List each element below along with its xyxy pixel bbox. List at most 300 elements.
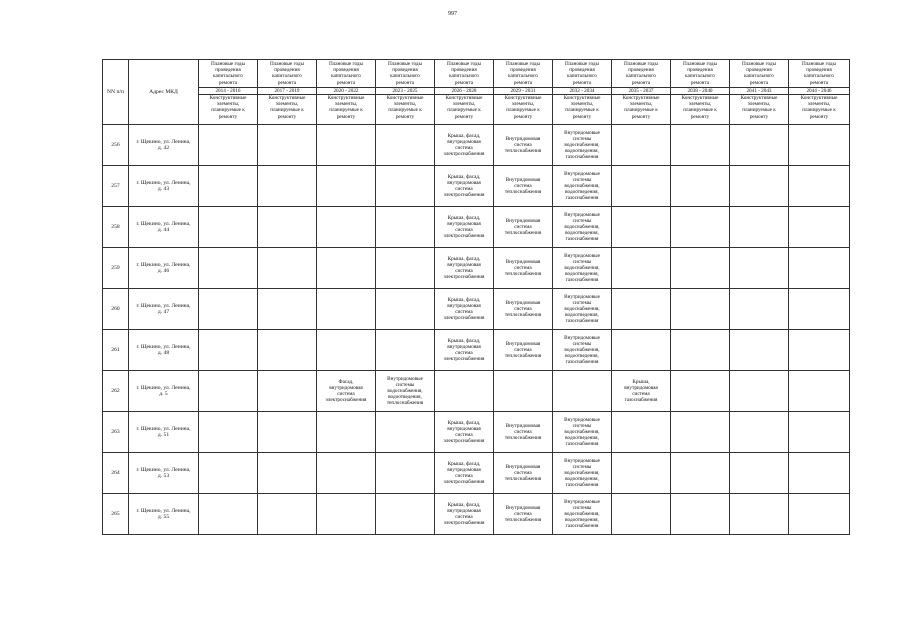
period-header — [258, 60, 317, 95]
elements-header-line: элементы, — [452, 101, 476, 108]
period-cell — [553, 330, 612, 371]
period-cell — [494, 371, 553, 412]
cell-line: водоотведения, — [565, 353, 599, 360]
cell-line: водоснабжения, — [564, 223, 600, 230]
row-address — [129, 207, 199, 248]
address-line: д. 43 — [157, 186, 170, 193]
elements-header — [435, 95, 494, 125]
period-cell — [494, 248, 553, 289]
period-header — [435, 60, 494, 95]
cell-line: газоснабжения — [565, 482, 599, 489]
period-cell — [553, 248, 612, 289]
period-header-line: Плановые годы — [505, 61, 541, 67]
period-cell — [258, 453, 317, 494]
period-years: 2020 - 2022 — [317, 87, 375, 94]
elements-header-line: Конструктивные — [800, 95, 838, 102]
period-cell — [730, 412, 789, 453]
cell-line: система — [455, 432, 473, 439]
cell-line: система — [455, 350, 473, 357]
cell-line: Крыша, фасад, — [447, 419, 481, 426]
cell-line: Крыша, фасад, — [447, 460, 481, 467]
cell-line: водоотведения, — [565, 517, 599, 524]
period-header-line: ремонта — [277, 79, 297, 86]
cell-line: внутридомовая — [447, 220, 481, 227]
address-line: д. 51 — [157, 432, 170, 439]
cell-line: внутридомовая — [624, 384, 658, 391]
elements-header-line: планируемые к — [802, 107, 836, 114]
cell-line: Внутридомовые — [564, 498, 600, 505]
period-cell — [435, 330, 494, 371]
address-line: г. Щекино, ул. Ленина, — [136, 343, 191, 350]
period-years: 2026 - 2028 — [435, 87, 493, 94]
period-cell — [258, 207, 317, 248]
period-cell — [612, 371, 671, 412]
elements-header-line: Конструктивные — [740, 95, 778, 102]
period-header-line: проведения — [510, 67, 536, 74]
elements-header — [730, 95, 789, 125]
period-cell — [258, 330, 317, 371]
period-cell — [553, 371, 612, 412]
cell-line: система — [455, 227, 473, 234]
period-cell — [317, 330, 376, 371]
cell-line: Крыша, фасад, — [447, 501, 481, 508]
elements-header-line: Конструктивные — [681, 95, 719, 102]
period-cell — [789, 289, 850, 330]
period-header-line: Плановые годы — [623, 61, 659, 67]
cell-line: теплоснабжения — [504, 476, 542, 483]
period-cell — [789, 371, 850, 412]
cell-line: Крыша, фасад, — [447, 296, 481, 303]
period-cell — [612, 453, 671, 494]
period-cell — [671, 248, 730, 289]
elements-header-line: планируемые к — [270, 107, 304, 114]
period-header-line: проведения — [687, 67, 713, 74]
row-number: 264 — [103, 453, 129, 494]
elements-header-line: элементы, — [334, 101, 358, 108]
cell-line: система — [514, 469, 532, 476]
cell-line: водоотведения, — [565, 230, 599, 237]
period-cell — [730, 330, 789, 371]
period-header-line: Плановые годы — [741, 61, 777, 67]
elements-header-row — [103, 95, 850, 125]
cell-line: внутридомовая — [329, 384, 363, 391]
elements-header-line: ремонту — [572, 113, 592, 120]
period-cell — [258, 248, 317, 289]
cell-line: теплоснабжения — [386, 400, 424, 407]
cell-line: система — [455, 268, 473, 275]
cell-line: водоотведения, — [565, 435, 599, 442]
cell-line: теплоснабжения — [504, 312, 542, 319]
cell-line: водоснабжения, — [564, 182, 600, 189]
cell-line: Внутридомовые — [564, 457, 600, 464]
cell-line: системы — [572, 340, 592, 347]
period-cell — [789, 125, 850, 166]
period-header-line: ремонта — [454, 79, 474, 86]
period-header-line: капитального — [449, 73, 479, 80]
elements-header-line: планируемые к — [388, 107, 422, 114]
cell-line: Внутридомовые — [564, 334, 600, 341]
cell-line: системы — [572, 463, 592, 470]
cell-line: Внутридомовые — [564, 211, 600, 218]
period-cell — [671, 125, 730, 166]
cell-line: система — [514, 510, 532, 517]
elements-header-line: Конструктивные — [386, 95, 424, 102]
elements-header-line: планируемые к — [447, 107, 481, 114]
cell-line: теплоснабжения — [504, 353, 542, 360]
period-header-line: ремонта — [395, 79, 415, 86]
cell-line: внутридомовая — [447, 138, 481, 145]
period-header-row — [103, 60, 850, 95]
cell-line: внутридомовая — [447, 425, 481, 432]
cell-line: газоснабжения — [624, 397, 658, 404]
period-cell — [199, 371, 258, 412]
row-address — [129, 125, 199, 166]
elements-header-line: ремонту — [395, 113, 415, 120]
address-line: г. Щекино, ул. Ленина, — [136, 220, 191, 227]
period-cell — [671, 412, 730, 453]
period-years: 2014 - 2016 — [199, 87, 257, 94]
period-cell — [376, 207, 435, 248]
period-cell — [789, 330, 850, 371]
elements-header-line: Конструктивные — [504, 95, 542, 102]
cell-line: Внутридомовые — [564, 293, 600, 300]
elements-header-line: элементы, — [688, 101, 712, 108]
period-cell — [199, 330, 258, 371]
elements-header-line: ремонту — [218, 113, 238, 120]
cell-line: электроснабжения — [443, 315, 485, 322]
cell-line: газоснабжения — [565, 277, 599, 284]
period-cell — [612, 125, 671, 166]
table-row — [103, 125, 850, 166]
period-cell — [435, 289, 494, 330]
address-line: д. 55 — [157, 514, 170, 521]
row-number: 261 — [103, 330, 129, 371]
period-cell — [199, 207, 258, 248]
cell-line: внутридомовая — [447, 343, 481, 350]
period-header-line: ремонта — [690, 79, 710, 86]
table-row — [103, 371, 850, 412]
period-cell — [494, 289, 553, 330]
period-cell — [317, 494, 376, 535]
address-line: г. Щекино, ул. Ленина, — [136, 138, 191, 145]
table-row — [103, 412, 850, 453]
elements-header-line: элементы, — [570, 101, 594, 108]
elements-header-line: элементы, — [275, 101, 299, 108]
cell-line: система — [514, 141, 532, 148]
address-line: г. Щекино, ул. Ленина, — [136, 261, 191, 268]
cell-line: система — [632, 391, 650, 398]
table-row — [103, 207, 850, 248]
period-cell — [317, 166, 376, 207]
period-cell — [317, 289, 376, 330]
period-years: 2029 - 2031 — [494, 87, 552, 94]
table-row — [103, 494, 850, 535]
elements-header-line: планируемые к — [211, 107, 245, 114]
cell-line: газоснабжения — [565, 195, 599, 202]
repair-schedule-table — [102, 59, 850, 535]
cell-line: Крыша, фасад, — [447, 337, 481, 344]
period-years: 2038 - 2040 — [671, 87, 729, 94]
table-row — [103, 248, 850, 289]
address-line: д. 44 — [157, 227, 170, 234]
period-header-line: капитального — [626, 73, 656, 80]
period-cell — [258, 166, 317, 207]
period-header-line: проведения — [215, 67, 241, 74]
elements-header-line: планируемые к — [624, 107, 658, 114]
cell-line: системы — [572, 422, 592, 429]
elements-header-line: планируемые к — [329, 107, 363, 114]
period-cell — [435, 166, 494, 207]
cell-line: газоснабжения — [565, 441, 599, 448]
cell-line: системы — [572, 258, 592, 265]
cell-line: теплоснабжения — [504, 230, 542, 237]
cell-line: система — [455, 145, 473, 152]
address-line: д. 46 — [157, 268, 170, 275]
period-header — [612, 60, 671, 95]
period-years: 2023 - 2025 — [376, 87, 434, 94]
cell-line: Внутридомовая — [505, 135, 541, 142]
period-cell — [258, 412, 317, 453]
period-cell — [317, 125, 376, 166]
period-cell — [376, 494, 435, 535]
period-cell — [258, 494, 317, 535]
period-cell — [317, 412, 376, 453]
period-header-line: Плановые годы — [446, 61, 482, 67]
period-cell — [317, 248, 376, 289]
period-cell — [494, 125, 553, 166]
elements-header-line: Конструктивные — [209, 95, 247, 102]
row-address — [129, 412, 199, 453]
period-cell — [376, 412, 435, 453]
cell-line: Внутридомовая — [505, 422, 541, 429]
cell-line: водоснабжения, — [564, 469, 600, 476]
cell-line: Внутридомовая — [505, 463, 541, 470]
cell-line: газоснабжения — [565, 154, 599, 161]
period-header-line: капитального — [804, 73, 834, 80]
cell-line: система — [514, 223, 532, 230]
period-header-line: Плановые годы — [328, 61, 364, 67]
address-line: д. 47 — [157, 309, 170, 316]
address-line: д. 5 — [159, 391, 168, 398]
elements-header-line: ремонту — [690, 113, 710, 120]
cell-line: теплоснабжения — [504, 271, 542, 278]
period-cell — [612, 248, 671, 289]
period-cell — [376, 371, 435, 412]
row-number: 263 — [103, 412, 129, 453]
period-cell — [376, 453, 435, 494]
elements-header-line: ремонту — [749, 113, 769, 120]
num-header: NN п/п — [103, 60, 129, 125]
cell-line: водоотведения, — [565, 476, 599, 483]
cell-line: электроснабжения — [325, 397, 367, 404]
cell-line: Внутридомовая — [505, 299, 541, 306]
row-number: 257 — [103, 166, 129, 207]
period-header-line: ремонта — [631, 79, 651, 86]
period-cell — [789, 248, 850, 289]
period-cell — [553, 494, 612, 535]
elements-header — [612, 95, 671, 125]
period-cell — [612, 330, 671, 371]
address-line: д. 42 — [157, 145, 170, 152]
row-address — [129, 248, 199, 289]
period-cell — [730, 166, 789, 207]
period-cell — [789, 166, 850, 207]
period-header — [376, 60, 435, 95]
period-cell — [612, 166, 671, 207]
table-row — [103, 330, 850, 371]
elements-header-line: ремонту — [454, 113, 474, 120]
period-years: 2017 - 2019 — [258, 87, 316, 94]
elements-header — [317, 95, 376, 125]
cell-line: электроснабжения — [443, 274, 485, 281]
address-line: г. Щекино, ул. Ленина, — [136, 425, 191, 432]
period-cell — [435, 125, 494, 166]
cell-line: Внутридомовая — [505, 504, 541, 511]
period-header-line: проведения — [392, 67, 418, 74]
cell-line: электроснабжения — [443, 192, 485, 199]
cell-line: система — [455, 473, 473, 480]
cell-line: Внутридомовые — [387, 375, 423, 382]
cell-line: система — [455, 186, 473, 193]
elements-header — [494, 95, 553, 125]
period-header-line: Плановые годы — [682, 61, 718, 67]
cell-line: система — [514, 346, 532, 353]
period-cell — [258, 371, 317, 412]
period-cell — [317, 207, 376, 248]
cell-line: Внутридомовая — [505, 176, 541, 183]
address-line: д. 48 — [157, 350, 170, 357]
row-address — [129, 289, 199, 330]
address-line: г. Щекино, ул. Ленина, — [136, 466, 191, 473]
period-cell — [199, 494, 258, 535]
period-cell — [199, 412, 258, 453]
period-cell — [258, 289, 317, 330]
period-header-line: проведения — [333, 67, 359, 74]
cell-line: газоснабжения — [565, 236, 599, 243]
period-cell — [376, 330, 435, 371]
cell-line: Внутридомовые — [564, 252, 600, 259]
cell-line: газоснабжения — [565, 359, 599, 366]
period-cell — [435, 412, 494, 453]
period-cell — [612, 412, 671, 453]
period-header-line: капитального — [744, 73, 774, 80]
period-cell — [199, 453, 258, 494]
cell-line: системы — [572, 217, 592, 224]
elements-header — [553, 95, 612, 125]
period-header — [730, 60, 789, 95]
period-header-line: капитального — [390, 73, 420, 80]
row-address — [129, 330, 199, 371]
period-cell — [553, 166, 612, 207]
cell-line: системы — [572, 176, 592, 183]
elements-header-line: ремонту — [809, 113, 829, 120]
period-cell — [671, 494, 730, 535]
table-row — [103, 289, 850, 330]
period-header-line: проведения — [746, 67, 772, 74]
period-cell — [612, 207, 671, 248]
cell-line: газоснабжения — [565, 318, 599, 325]
row-address — [129, 453, 199, 494]
period-header — [553, 60, 612, 95]
elements-header — [258, 95, 317, 125]
cell-line: электроснабжения — [443, 151, 485, 158]
cell-line: электроснабжения — [443, 479, 485, 486]
period-header-line: Плановые годы — [210, 61, 246, 67]
cell-line: водоснабжения, — [564, 346, 600, 353]
elements-header-line: элементы, — [747, 101, 771, 108]
elements-header-line: планируемые к — [742, 107, 776, 114]
period-header — [494, 60, 553, 95]
period-header-line: проведения — [628, 67, 654, 74]
cell-line: Крыша, фасад, — [447, 214, 481, 221]
cell-line: система — [514, 182, 532, 189]
period-cell — [435, 371, 494, 412]
period-header — [317, 60, 376, 95]
cell-line: системы — [572, 299, 592, 306]
period-cell — [435, 248, 494, 289]
row-number: 256 — [103, 125, 129, 166]
table-row — [103, 453, 850, 494]
cell-line: водоснабжения, — [564, 428, 600, 435]
cell-line: Внутридомовая — [505, 258, 541, 265]
elements-header-line: ремонту — [277, 113, 297, 120]
period-header — [671, 60, 730, 95]
cell-line: Крыша, — [632, 378, 650, 385]
period-cell — [199, 289, 258, 330]
elements-header-line: элементы, — [807, 101, 831, 108]
cell-line: теплоснабжения — [504, 189, 542, 196]
period-cell — [376, 248, 435, 289]
period-header-line: проведения — [806, 67, 832, 74]
period-cell — [553, 453, 612, 494]
period-cell — [789, 207, 850, 248]
period-header-line: Плановые годы — [387, 61, 423, 67]
period-cell — [553, 207, 612, 248]
page-number: 997 — [448, 11, 457, 17]
cell-line: Крыша, фасад, — [447, 132, 481, 139]
period-cell — [789, 453, 850, 494]
period-cell — [317, 371, 376, 412]
elements-header-line: Конструктивные — [563, 95, 601, 102]
address-line: д. 53 — [157, 473, 170, 480]
cell-line: водоотведения, — [565, 271, 599, 278]
row-number: 262 — [103, 371, 129, 412]
period-cell — [494, 166, 553, 207]
cell-line: Фасад, — [338, 378, 354, 385]
row-number: 265 — [103, 494, 129, 535]
period-cell — [671, 289, 730, 330]
row-address — [129, 494, 199, 535]
period-cell — [435, 453, 494, 494]
period-cell — [730, 494, 789, 535]
cell-line: система — [455, 514, 473, 521]
cell-line: водоотведения, — [565, 312, 599, 319]
cell-line: система — [514, 428, 532, 435]
period-cell — [730, 125, 789, 166]
cell-line: Внутридомовые — [564, 129, 600, 136]
elements-header-line: элементы, — [393, 101, 417, 108]
period-header-line: ремонта — [572, 79, 592, 86]
table-row — [103, 166, 850, 207]
cell-line: Внутридомовые — [564, 170, 600, 177]
period-cell — [199, 248, 258, 289]
elements-header-line: ремонту — [631, 113, 651, 120]
cell-line: Внутридомовая — [505, 340, 541, 347]
period-header-line: ремонта — [336, 79, 356, 86]
elements-header-line: ремонту — [513, 113, 533, 120]
elements-header — [376, 95, 435, 125]
period-cell — [494, 494, 553, 535]
